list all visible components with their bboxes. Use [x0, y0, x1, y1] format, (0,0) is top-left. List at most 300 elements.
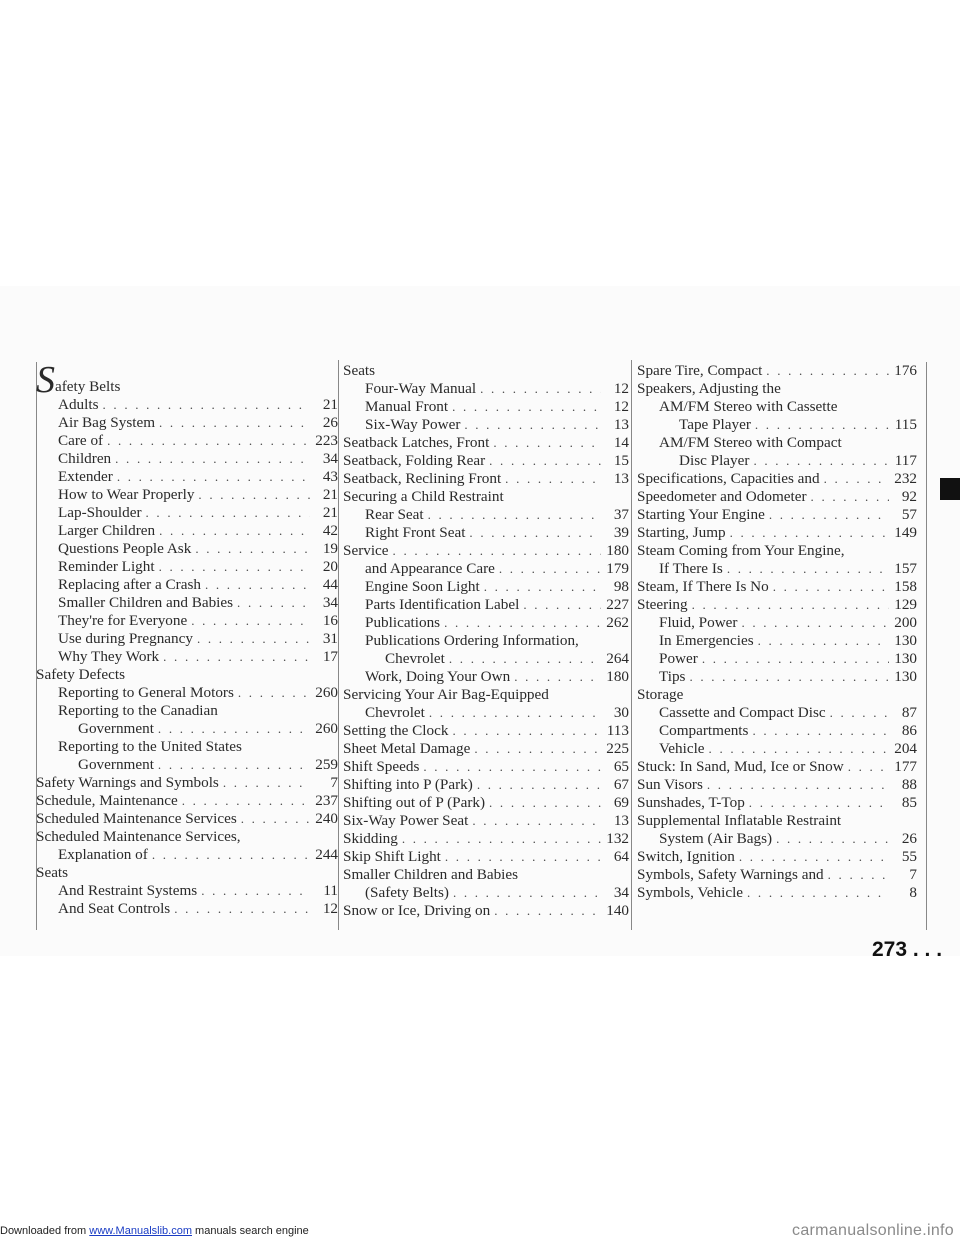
entry-page: 157 — [894, 560, 917, 577]
entry-text: Stuck: In Sand, Mud, Ice or Snow — [637, 758, 844, 775]
index-entry — [637, 416, 917, 434]
index-entry — [637, 884, 917, 902]
index-entry — [637, 668, 917, 686]
download-source: Downloaded from www.Manualslib.com manuals search engine — [0, 1225, 309, 1237]
dot-leader — [494, 902, 601, 920]
entry-page: 43 — [322, 468, 338, 485]
entry-text: Sheet Metal Damage — [343, 740, 471, 757]
index-entry — [343, 452, 629, 470]
index-entry — [36, 594, 338, 612]
dot-leader — [489, 794, 601, 812]
dot-leader — [472, 812, 601, 830]
entry-page: 180 — [606, 668, 629, 685]
dot-leader — [692, 596, 889, 614]
entry-page: 223 — [315, 432, 338, 449]
index-entry — [637, 866, 917, 884]
entry-page: 11 — [323, 882, 338, 899]
entry-page: 179 — [606, 560, 629, 577]
index-entry — [343, 380, 629, 398]
index-entry — [637, 578, 917, 596]
index-column-3 — [637, 362, 917, 902]
entry-page: 21 — [322, 486, 338, 503]
drop-cap-letter: S — [36, 359, 55, 401]
entry-text: Skip Shift Light — [343, 848, 441, 865]
entry-text: Shift Speeds — [343, 758, 420, 775]
entry-text: Tape Player — [679, 416, 751, 433]
page-number: 273 . . . — [872, 938, 943, 961]
dot-leader — [709, 740, 889, 758]
entry-text: Adults — [58, 396, 99, 413]
entry-page: 98 — [613, 578, 629, 595]
entry-text: Smaller Children and Babies — [58, 594, 234, 611]
entry-text: Government — [78, 720, 154, 737]
entry-page: 13 — [613, 470, 629, 487]
index-entry — [637, 686, 917, 704]
index-entry — [36, 612, 338, 630]
entry-page: 7 — [909, 866, 917, 883]
dot-leader — [730, 524, 889, 542]
entry-text: Spare Tire, Compact — [637, 362, 763, 379]
entry-text: Schedule, Maintenance — [36, 792, 178, 809]
index-entry — [343, 722, 629, 740]
index-entry — [36, 558, 338, 576]
entry-text: Symbols, Safety Warnings and — [637, 866, 824, 883]
entry-page: 8 — [909, 884, 917, 901]
entry-text: Rear Seat — [365, 506, 424, 523]
entry-text: Six-Way Power — [365, 416, 461, 433]
index-entry — [36, 666, 338, 684]
index-entry — [343, 830, 629, 848]
entry-text: Safety Defects — [36, 666, 125, 683]
dot-leader — [393, 542, 601, 560]
entry-text: Care of — [58, 432, 104, 449]
index-entry — [36, 630, 338, 648]
entry-page: 57 — [901, 506, 917, 523]
entry-text: Engine Soon Light — [365, 578, 480, 595]
dot-leader — [747, 884, 889, 902]
dot-leader — [152, 846, 310, 864]
dot-leader — [741, 614, 889, 632]
entry-page: 12 — [613, 398, 629, 415]
dot-leader — [505, 470, 601, 488]
index-entry — [36, 774, 338, 792]
dot-leader — [159, 558, 310, 576]
entry-text: Seatback, Reclining Front — [343, 470, 502, 487]
entry-page: 87 — [901, 704, 917, 721]
entry-page: 149 — [894, 524, 917, 541]
entry-page: 14 — [613, 434, 629, 451]
entry-text: Skidding — [343, 830, 398, 847]
entry-text: Air Bag System — [58, 414, 156, 431]
index-entry — [637, 398, 917, 416]
entry-page: 180 — [606, 542, 629, 559]
column-divider-right — [926, 362, 927, 930]
index-entry — [637, 794, 917, 812]
dot-leader — [707, 776, 889, 794]
index-entry — [637, 560, 917, 578]
dot-leader — [429, 704, 601, 722]
entry-text: Chevrolet — [365, 704, 425, 721]
index-entry — [637, 434, 917, 452]
index-entry — [637, 848, 917, 866]
entry-page: 64 — [613, 848, 629, 865]
column-divider-1 — [338, 360, 339, 930]
index-entry — [36, 756, 338, 774]
entry-page: 92 — [901, 488, 917, 505]
index-entry — [36, 576, 338, 594]
entry-page: 88 — [901, 776, 917, 793]
entry-page: 117 — [894, 452, 917, 469]
dot-leader — [182, 792, 310, 810]
dot-leader — [514, 668, 601, 686]
entry-text: And Seat Controls — [58, 900, 171, 917]
entry-page: 42 — [322, 522, 338, 539]
index-entry — [343, 362, 629, 380]
entry-text: If There Is — [659, 560, 723, 577]
index-entry — [36, 486, 338, 504]
dot-leader — [749, 794, 889, 812]
entry-page: 67 — [613, 776, 629, 793]
entry-text: Setting the Clock — [343, 722, 449, 739]
watermark: carmanualsonline.info — [792, 1222, 954, 1239]
entry-text: Seats — [343, 362, 376, 379]
index-entry — [36, 450, 338, 468]
entry-page: 130 — [894, 632, 917, 649]
dot-leader — [758, 632, 889, 650]
entry-page: 7 — [330, 774, 338, 791]
entry-text: And Restraint Systems — [58, 882, 198, 899]
entry-text: Questions People Ask — [58, 540, 192, 557]
entry-text: Sunshades, T-Top — [637, 794, 745, 811]
entry-text: Seats — [36, 864, 69, 881]
entry-page: 177 — [894, 758, 917, 775]
entry-text: Scheduled Maintenance Services — [36, 810, 237, 827]
entry-text: Safety Warnings and Symbols — [36, 774, 219, 791]
dot-leader — [752, 722, 889, 740]
dot-leader — [163, 648, 310, 666]
entry-text: How to Wear Properly — [58, 486, 195, 503]
index-entry — [343, 578, 629, 596]
entry-page: 232 — [894, 470, 917, 487]
entry-page: 129 — [894, 596, 917, 613]
entry-text: Seatback Latches, Front — [343, 434, 490, 451]
index-entry — [343, 776, 629, 794]
index-entry — [343, 686, 629, 704]
entry-page: 237 — [315, 792, 338, 809]
index-entry — [343, 416, 629, 434]
dot-leader — [402, 830, 601, 848]
dot-leader — [753, 452, 889, 470]
entry-page: 13 — [613, 812, 629, 829]
dot-leader — [776, 830, 889, 848]
dot-leader — [755, 416, 889, 434]
entry-text: Vehicle — [659, 740, 705, 757]
dot-leader — [117, 468, 310, 486]
entry-text: Storage — [637, 686, 684, 703]
dot-leader — [484, 578, 601, 596]
index-entry — [343, 560, 629, 578]
index-entry — [343, 668, 629, 686]
entry-text: Four-Way Manual — [365, 380, 477, 397]
entry-text: In Emergencies — [659, 632, 754, 649]
entry-text: Publications — [365, 614, 441, 631]
index-entry — [637, 470, 917, 488]
index-column-1 — [36, 359, 338, 918]
index-entry — [36, 414, 338, 432]
index-entry — [343, 884, 629, 902]
index-entry — [36, 504, 338, 522]
dot-leader — [523, 596, 601, 614]
dot-leader — [174, 900, 310, 918]
entry-text: Specifications, Capacities and — [637, 470, 820, 487]
index-entry — [36, 720, 338, 738]
entry-page: 264 — [606, 650, 629, 667]
entry-page: 30 — [613, 704, 629, 721]
entry-page: 26 — [901, 830, 917, 847]
index-entry — [343, 524, 629, 542]
entry-text: Securing a Child Restraint — [343, 488, 504, 505]
index-entry — [343, 848, 629, 866]
dot-leader — [477, 776, 601, 794]
entry-page: 115 — [894, 416, 917, 433]
index-entry — [343, 398, 629, 416]
dot-leader — [159, 522, 310, 540]
entry-page: 132 — [606, 830, 629, 847]
entry-text: (Safety Belts) — [365, 884, 449, 901]
entry-text: System (Air Bags) — [659, 830, 773, 847]
dot-leader — [499, 560, 601, 578]
thumb-index-tab — [940, 478, 960, 500]
entry-page: 19 — [322, 540, 338, 557]
index-entry — [36, 792, 338, 810]
entry-page: 225 — [606, 740, 629, 757]
entry-text: Starting Your Engine — [637, 506, 765, 523]
index-entry — [637, 758, 917, 776]
dot-leader — [493, 434, 601, 452]
entry-text: They're for Everyone — [58, 612, 188, 629]
entry-page: 55 — [901, 848, 917, 865]
entry-text: Scheduled Maintenance Services, — [36, 828, 241, 845]
dot-leader — [848, 758, 889, 776]
index-entry — [36, 846, 338, 864]
dot-leader — [766, 362, 889, 380]
dot-leader — [444, 614, 601, 632]
entry-page: 260 — [315, 684, 338, 701]
entry-text: Smaller Children and Babies — [343, 866, 519, 883]
entry-text: Seatback, Folding Rear — [343, 452, 486, 469]
index-entry — [36, 432, 338, 450]
entry-text: Tips — [659, 668, 686, 685]
entry-text: Lap-Shoulder — [58, 504, 142, 521]
dot-leader — [739, 848, 889, 866]
dot-leader — [773, 578, 889, 596]
index-entry — [343, 506, 629, 524]
dot-leader — [223, 774, 310, 792]
entry-text: and Appearance Care — [365, 560, 495, 577]
entry-text: Steering — [637, 596, 688, 613]
entry-page: 34 — [322, 450, 338, 467]
entry-text: Compartments — [659, 722, 749, 739]
index-entry — [637, 524, 917, 542]
entry-text: Snow or Ice, Driving on — [343, 902, 491, 919]
dot-leader — [205, 576, 310, 594]
entry-page: 240 — [315, 810, 338, 827]
footer-bar — [0, 1221, 960, 1242]
dot-leader — [428, 506, 601, 524]
dot-leader — [830, 704, 889, 722]
entry-page: 113 — [606, 722, 629, 739]
entry-page: 16 — [322, 612, 338, 629]
index-entry — [637, 812, 917, 830]
dot-leader — [464, 416, 601, 434]
dot-leader — [159, 414, 310, 432]
entry-text: Why They Work — [58, 648, 160, 665]
index-entry — [637, 452, 917, 470]
entry-text: Larger Children — [58, 522, 156, 539]
index-heading-safety-belts — [36, 359, 338, 401]
entry-text: Symbols, Vehicle — [637, 884, 744, 901]
entry-text: Servicing Your Air Bag-Equipped — [343, 686, 549, 703]
entry-page: 31 — [322, 630, 338, 647]
entry-text: Shifting out of P (Park) — [343, 794, 486, 811]
entry-text: Speedometer and Odometer — [637, 488, 807, 505]
index-entry — [343, 650, 629, 668]
index-entry — [637, 830, 917, 848]
index-entry — [637, 632, 917, 650]
index-entry — [637, 776, 917, 794]
entry-page: 13 — [613, 416, 629, 433]
dot-leader — [489, 452, 601, 470]
dot-leader — [811, 488, 889, 506]
entry-text: Sun Visors — [637, 776, 703, 793]
index-entry — [343, 740, 629, 758]
index-entry — [343, 542, 629, 560]
dot-leader — [241, 810, 310, 828]
entry-page: 200 — [894, 614, 917, 631]
index-entry — [637, 506, 917, 524]
dot-leader — [146, 504, 310, 522]
entry-page: 34 — [322, 594, 338, 611]
entry-text: Explanation of — [58, 846, 148, 863]
entry-text: Steam, If There Is No — [637, 578, 769, 595]
entry-text: Reporting to General Motors — [58, 684, 234, 701]
entry-text: Government — [78, 756, 154, 773]
dot-leader — [769, 506, 889, 524]
dot-leader — [191, 612, 310, 630]
index-entry — [637, 542, 917, 560]
entry-text: Use during Pregnancy — [58, 630, 193, 647]
entry-page: 86 — [901, 722, 917, 739]
index-entry — [36, 702, 338, 720]
dot-leader — [702, 650, 889, 668]
entry-text: Reminder Light — [58, 558, 155, 575]
index-entry — [36, 864, 338, 882]
entry-page: 69 — [613, 794, 629, 811]
entry-text: AM/FM Stereo with Cassette — [659, 398, 838, 415]
entry-text: Cassette and Compact Disc — [659, 704, 826, 721]
entry-page: 34 — [613, 884, 629, 901]
entry-page: 39 — [613, 524, 629, 541]
entry-page: 259 — [315, 756, 338, 773]
dot-leader — [727, 560, 889, 578]
index-entry — [637, 704, 917, 722]
dot-leader — [453, 884, 601, 902]
index-entry — [637, 596, 917, 614]
entry-text: Shifting into P (Park) — [343, 776, 473, 793]
index-entry — [36, 810, 338, 828]
index-entry — [343, 470, 629, 488]
entry-page: 176 — [894, 362, 917, 379]
index-entry — [343, 704, 629, 722]
index-entry — [637, 488, 917, 506]
index-entry — [343, 794, 629, 812]
dot-leader — [103, 396, 310, 414]
dot-leader — [474, 740, 601, 758]
dot-leader — [238, 684, 310, 702]
entry-text: Fluid, Power — [659, 614, 738, 631]
dot-leader — [480, 380, 601, 398]
entry-page: 26 — [322, 414, 338, 431]
entry-page: 21 — [322, 504, 338, 521]
entry-page: 140 — [606, 902, 629, 919]
entry-page: 227 — [606, 596, 629, 613]
dot-leader — [107, 432, 310, 450]
dot-leader — [452, 398, 601, 416]
entry-text: Supplemental Inflatable Restraint — [637, 812, 842, 829]
entry-page: 260 — [315, 720, 338, 737]
index-entry — [343, 614, 629, 632]
entry-page: 130 — [894, 650, 917, 667]
index-entry — [343, 596, 629, 614]
dot-leader — [828, 866, 889, 884]
entry-text: Reporting to the Canadian — [58, 702, 218, 719]
entry-text: Speakers, Adjusting the — [637, 380, 781, 397]
entry-text: Disc Player — [679, 452, 750, 469]
entry-page: 65 — [613, 758, 629, 775]
dot-leader — [115, 450, 310, 468]
dot-leader — [198, 486, 310, 504]
entry-text: Replacing after a Crash — [58, 576, 201, 593]
entry-page: 244 — [315, 846, 338, 863]
index-entry — [36, 648, 338, 666]
index-entry — [637, 614, 917, 632]
dot-leader — [423, 758, 601, 776]
index-entry — [36, 828, 338, 846]
entry-page: 17 — [322, 648, 338, 665]
index-entry — [637, 740, 917, 758]
entry-page: 20 — [322, 558, 338, 575]
dot-leader — [197, 630, 310, 648]
entry-page: 204 — [894, 740, 917, 757]
dot-leader — [689, 668, 889, 686]
index-entry — [343, 632, 629, 650]
entry-page: 130 — [894, 668, 917, 685]
entry-page: 12 — [613, 380, 629, 397]
entry-text: Work, Doing Your Own — [365, 668, 511, 685]
entry-page: 262 — [606, 614, 629, 631]
entry-page: 44 — [322, 576, 338, 593]
entry-text: Right Front Seat — [365, 524, 466, 541]
index-entry — [36, 396, 338, 414]
entry-text: Steam Coming from Your Engine, — [637, 542, 845, 559]
entry-text: Starting, Jump — [637, 524, 726, 541]
entry-text: Switch, Ignition — [637, 848, 735, 865]
manualslib-link[interactable]: www.Manualslib.com — [89, 1225, 192, 1237]
index-entry — [36, 468, 338, 486]
index-entry — [36, 882, 338, 900]
heading-text: afety Belts — [55, 378, 121, 395]
index-entry — [343, 866, 629, 884]
